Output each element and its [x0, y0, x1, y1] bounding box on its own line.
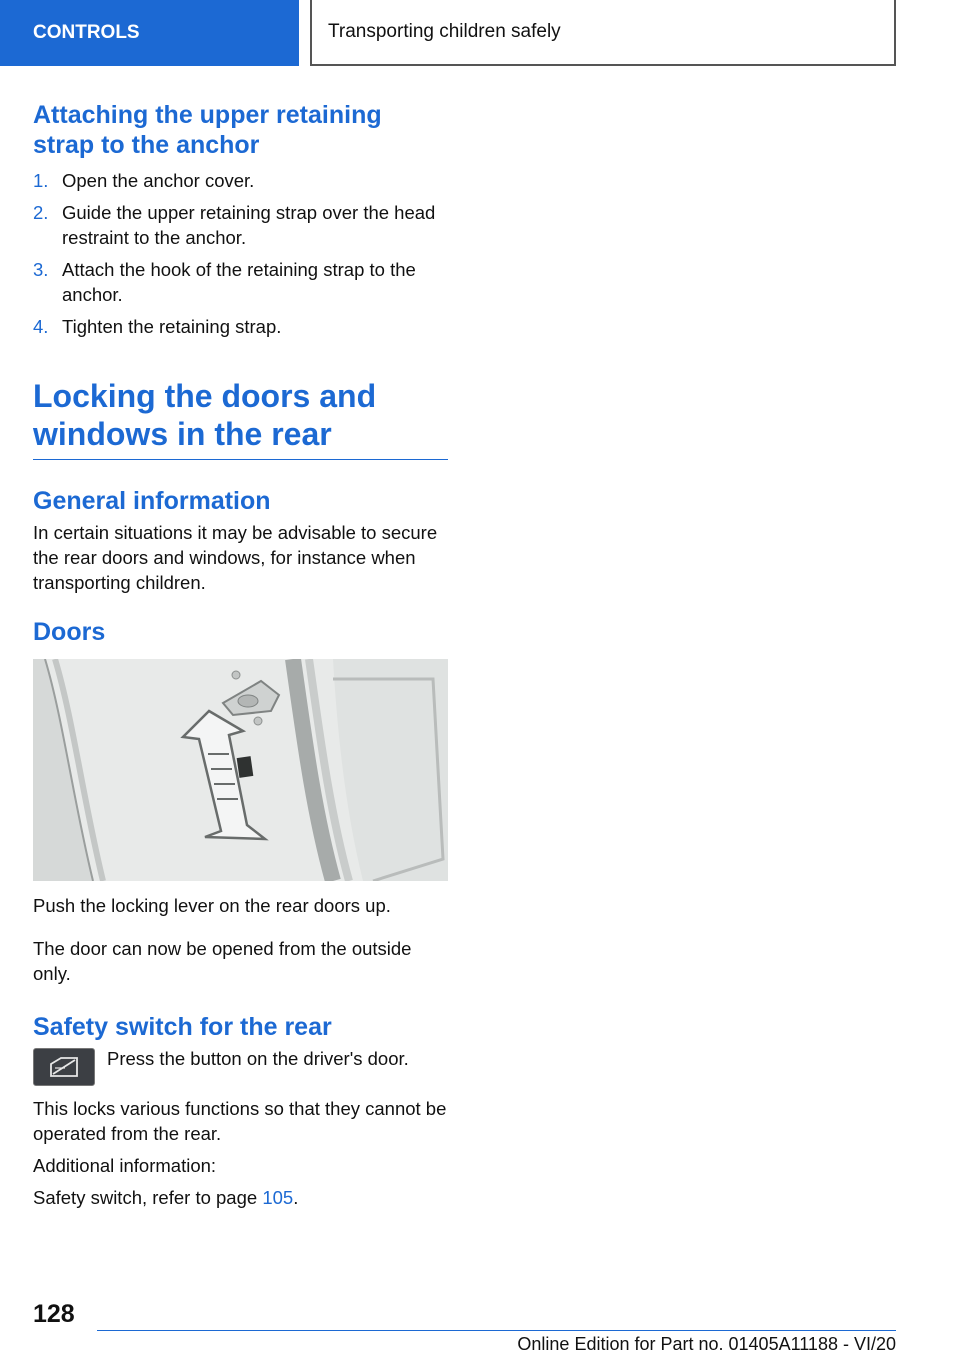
general-text: In certain situations it may be advisable to secure the rear doors and windows, for instance when transporting children.: [33, 522, 438, 593]
step-number: 1.: [33, 170, 49, 191]
reference-suffix: .: [293, 1187, 299, 1208]
doors-heading: Doors: [33, 618, 106, 646]
general-heading: General information: [33, 487, 271, 515]
safety-text-2: Additional information:: [33, 1155, 217, 1176]
doors-text-2: The door can now be opened from the outside only.: [33, 938, 412, 984]
safety-text-1: This locks various functions so that they cannot be operated from the rear.: [33, 1098, 447, 1144]
page-header: [0, 0, 960, 66]
step-text: Open the anchor cover.: [62, 170, 255, 191]
locking-heading: Locking the doors and windows in the rear: [33, 378, 377, 452]
section-tab: CONTROLS: [0, 0, 299, 66]
step-text: Tighten the retaining strap.: [62, 316, 282, 337]
list-item: [33, 257, 448, 307]
anchor-heading: Attaching the upper retaining strap to the anchor: [33, 101, 382, 159]
door-lock-illustration: [33, 659, 448, 881]
step-number: 3.: [33, 259, 49, 280]
page-number: 128: [33, 1300, 75, 1328]
list-item: [33, 200, 448, 250]
anchor-steps: [33, 168, 448, 339]
safety-button-text: Press the button on the driver's door.: [107, 1048, 409, 1069]
footer-rule: [97, 1330, 896, 1331]
step-number: 2.: [33, 202, 49, 223]
safety-heading: Safety switch for the rear: [33, 1013, 332, 1041]
content-column: [33, 100, 448, 1210]
page-link[interactable]: 105: [262, 1187, 294, 1208]
reference-prefix: Safety switch, refer to page: [33, 1187, 263, 1208]
doors-text-1: Push the locking lever on the rear doors up.: [33, 895, 391, 916]
edition-text: Online Edition for Part no. 01405A11188 - VI/20: [517, 1334, 896, 1354]
safety-button-row: [33, 1048, 448, 1086]
window-lock-glyph: [47, 1056, 81, 1078]
window-lock-icon: [33, 1048, 95, 1086]
step-number: 4.: [33, 316, 49, 337]
list-item: [33, 314, 448, 339]
list-item: [33, 168, 448, 193]
step-text: Attach the hook of the retaining strap to the anchor.: [62, 259, 416, 305]
locking-heading-block: [33, 377, 448, 460]
door-illustration-svg: [33, 659, 448, 881]
chapter-title: Transporting children safely: [310, 0, 896, 66]
safety-reference: [33, 1185, 448, 1210]
step-text: Guide the upper retaining strap over the head restraint to the anchor.: [62, 202, 436, 248]
